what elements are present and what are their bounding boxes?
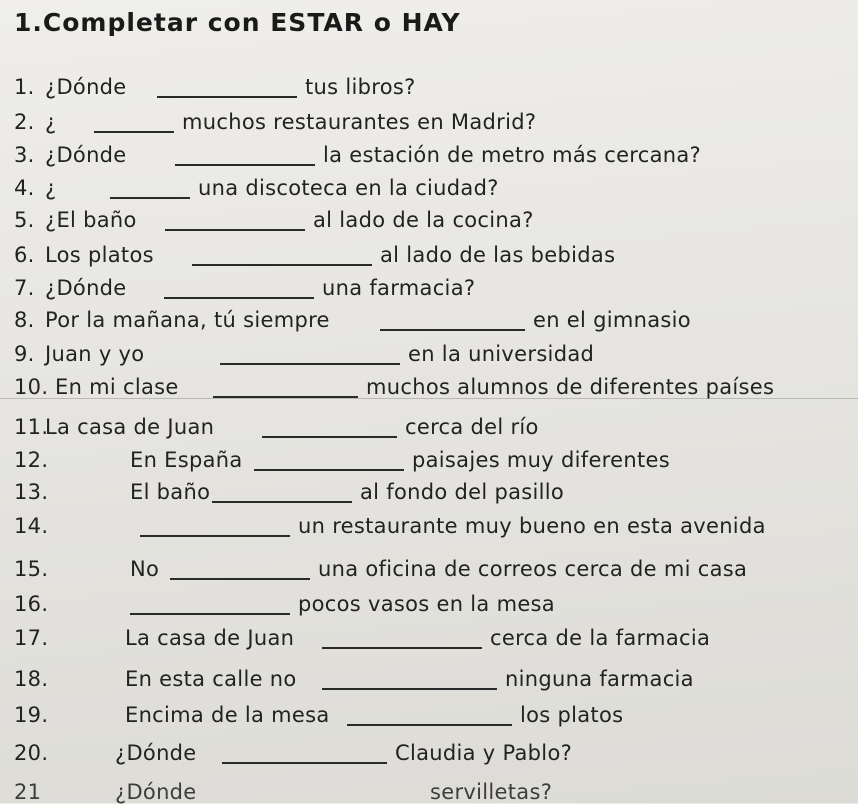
sentence-end: cerca de la farmacia [490, 626, 711, 650]
sentence-end: los platos [520, 703, 624, 727]
sentence-end: al lado de la cocina? [313, 208, 534, 232]
sentence-start: ¿Dónde [45, 276, 127, 300]
answer-blank[interactable] [347, 723, 512, 726]
item-number: 10. [14, 375, 49, 399]
sentence-start: La casa de Juan [125, 626, 295, 650]
sentence-start: ¿Dónde [115, 741, 197, 765]
item-number: 15. [14, 557, 49, 581]
sentence-start: Juan y yo [45, 342, 145, 366]
sentence-start: ¿Dónde [115, 780, 197, 804]
answer-blank[interactable] [140, 534, 290, 537]
sentence-end: una discoteca en la ciudad? [198, 176, 499, 200]
sentence-start: ¿ [45, 110, 57, 134]
sentence-end: Claudia y Pablo? [395, 741, 573, 765]
item-number: 3. [14, 143, 35, 167]
sentence-start: En España [130, 448, 243, 472]
answer-blank[interactable] [157, 95, 297, 98]
item-number: 19. [14, 703, 49, 727]
answer-blank[interactable] [213, 395, 358, 398]
sentence-start: ¿Dónde [45, 143, 127, 167]
sentence-start: No [130, 557, 160, 581]
sentence-end: la estación de metro más cercana? [323, 143, 702, 167]
sentence-start: ¿El baño [45, 208, 137, 232]
sentence-start: Por la mañana, tú siempre [45, 308, 330, 332]
answer-blank[interactable] [262, 435, 397, 438]
sentence-start: En mi clase [55, 375, 179, 399]
item-number: 1. [14, 75, 35, 99]
answer-blank[interactable] [322, 646, 482, 649]
answer-blank[interactable] [220, 362, 400, 365]
item-number: 4. [14, 176, 35, 200]
answer-blank[interactable] [380, 328, 525, 331]
sentence-end: una oficina de correos cerca de mi casa [318, 557, 748, 581]
item-number: 2. [14, 110, 35, 134]
answer-blank[interactable] [175, 163, 315, 166]
sentence-end: muchos restaurantes en Madrid? [182, 110, 537, 134]
item-number: 17. [14, 626, 49, 650]
sentence-end: tus libros? [305, 75, 416, 99]
sentence-end: paisajes muy diferentes [412, 448, 670, 472]
sentence-end: pocos vasos en la mesa [298, 592, 555, 616]
item-number: 8. [14, 308, 35, 332]
sentence-end: en el gimnasio [533, 308, 691, 332]
item-number: 5. [14, 208, 35, 232]
answer-blank[interactable] [192, 263, 372, 266]
sentence-start: El baño [130, 480, 211, 504]
answer-blank[interactable] [94, 130, 174, 133]
sentence-end: muchos alumnos de diferentes países [366, 375, 775, 399]
answer-blank[interactable] [164, 296, 314, 299]
sentence-start: Encima de la mesa [125, 703, 330, 727]
item-number: 16. [14, 592, 49, 616]
sentence-end: servilletas? [430, 780, 553, 804]
sentence-start: En esta calle no [125, 667, 297, 691]
sentence-end: ninguna farmacia [505, 667, 694, 691]
sentence-end: una farmacia? [322, 276, 476, 300]
item-number: 11. [14, 415, 49, 439]
sentence-end: un restaurante muy bueno en esta avenida [298, 514, 766, 538]
worksheet-title: 1.Completar con ESTAR o HAY [14, 8, 461, 37]
answer-blank[interactable] [165, 228, 305, 231]
answer-blank[interactable] [222, 761, 387, 764]
item-number: 21 [14, 780, 42, 804]
item-number: 12. [14, 448, 49, 472]
answer-blank[interactable] [170, 577, 310, 580]
item-number: 13. [14, 480, 49, 504]
item-number: 7. [14, 276, 35, 300]
sentence-start: ¿ [45, 176, 57, 200]
item-number: 18. [14, 667, 49, 691]
item-number: 9. [14, 342, 35, 366]
sentence-end: cerca del río [405, 415, 539, 439]
answer-blank[interactable] [110, 196, 190, 199]
item-number: 14. [14, 514, 49, 538]
answer-blank[interactable] [212, 500, 352, 503]
sentence-start: Los platos [45, 243, 154, 267]
item-number: 20. [14, 741, 49, 765]
sentence-start: La casa de Juan [45, 415, 215, 439]
sentence-start: ¿Dónde [45, 75, 127, 99]
answer-blank[interactable] [322, 687, 497, 690]
answer-blank[interactable] [254, 468, 404, 471]
sentence-end: en la universidad [408, 342, 595, 366]
item-number: 6. [14, 243, 35, 267]
answer-blank[interactable] [130, 612, 290, 615]
sentence-end: al lado de las bebidas [380, 243, 616, 267]
sentence-end: al fondo del pasillo [360, 480, 565, 504]
